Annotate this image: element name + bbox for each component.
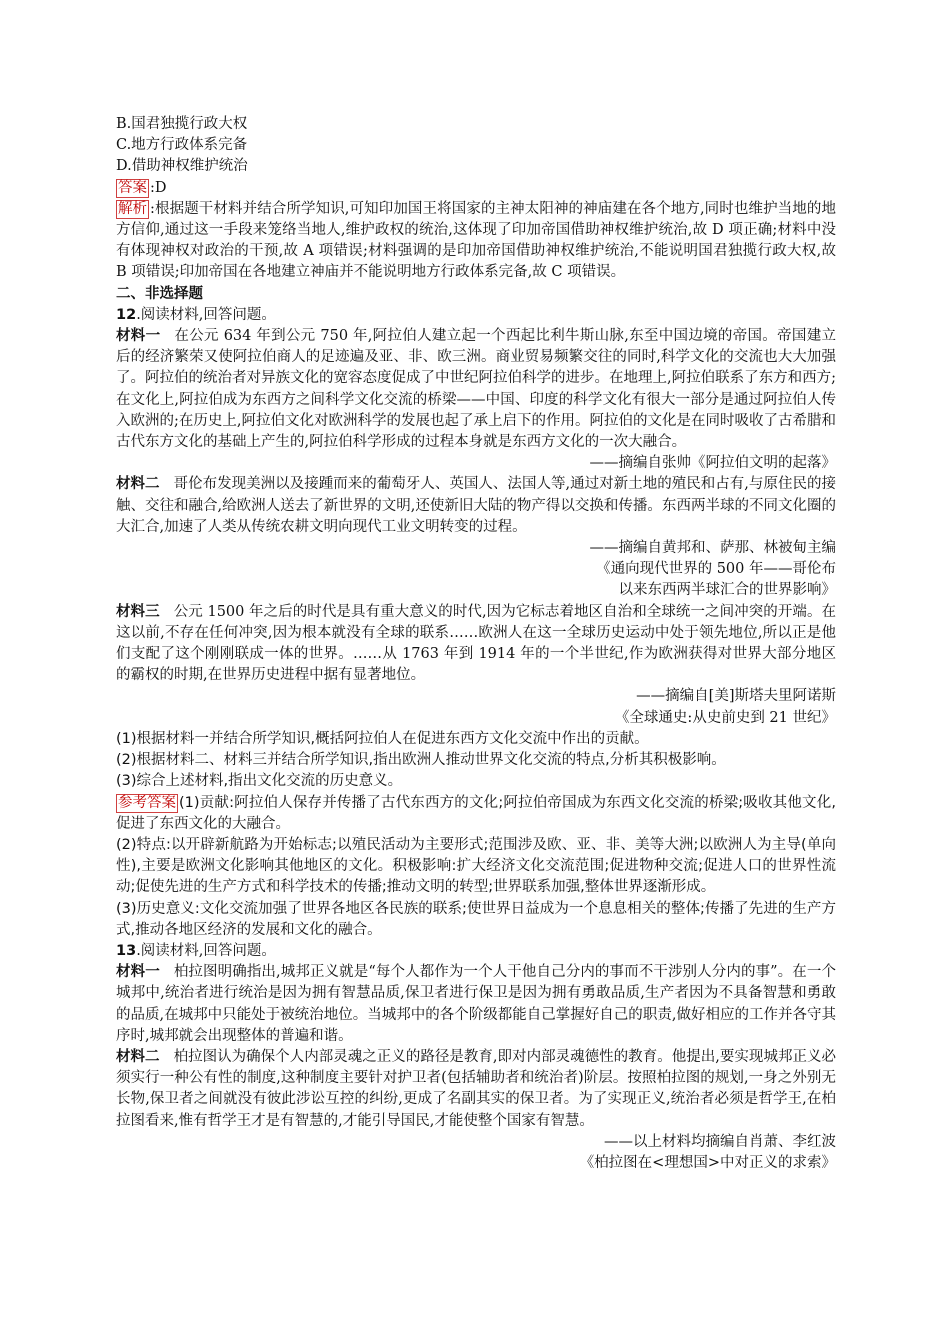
q13-material-1 — [116, 962, 836, 1047]
q12-sub-question-3: (3)综合上述材料,指出文化交流的历史意义。 — [116, 773, 403, 790]
q13-material-2 — [116, 1047, 836, 1132]
q13-m1-label: 材料一 — [116, 964, 160, 981]
q12-material-2 — [116, 474, 836, 538]
q13-stem-text: .阅读材料,回答问题。 — [136, 942, 276, 959]
option-d: D.借助神权维护统治 — [116, 158, 248, 175]
q13-source-2: 《柏拉图在<理想国>中对正义的求索》 — [579, 1154, 836, 1171]
option-b: B.国君独揽行政大权 — [116, 116, 248, 132]
q12-m3-label: 材料三 — [116, 603, 160, 620]
section-title: 二、非选择题 — [116, 285, 203, 302]
q13-m1-text: 柏拉图明确指出,城邦正义就是“每个人都作为一个人干他自己分内的事而不干涉别人分内的事”。在一个城邦中,统治者进行统治是因为拥有智慧品质,保卫者进行保卫是因为拥有勇敢品质,生产者因为不具备智慧和勇敢的品质,在城邦中只能处于被统治地位。当城邦中的各个阶级都能自己掌握好自己的职责,做好相应的工作并各守其序时,城邦就会出现整体的普遍和谐。 — [116, 964, 836, 1044]
q12-stem-text: .阅读材料,回答问题。 — [136, 306, 276, 323]
q12-m1-label: 材料一 — [116, 328, 161, 345]
answer-value: :D — [150, 179, 167, 196]
q12-m2-label: 材料二 — [116, 476, 160, 493]
q12-m1-source: ——摘编自张帅《阿拉伯文明的起落》 — [589, 455, 836, 472]
q12-answer-2: (2)特点:以开辟新航路为开始标志;以殖民活动为主要形式;范围涉及欧、亚、非、美等大洲;以欧洲人为主导(单向性),主要是欧洲文化影响其他地区的文化。积极影响:扩大经济文化交流范围;促进物种交流;促进人口的世界性流动;促使先进的生产方式和科学技术的传播;推动文明的转型;世界联系加强,整体世界逐渐形成。 — [116, 836, 836, 896]
q12-material-1 — [116, 326, 836, 453]
q13-stem — [116, 941, 836, 962]
q12-m3-source-2: 《全球通史:从史前史到 21 世纪》 — [614, 709, 836, 726]
analysis-tag: 解析 — [118, 200, 147, 217]
q12-m1-text: 在公元 634 年到公元 750 年,阿拉伯人建立起一个西起比利牛斯山脉,东至中国边境的帝国。帝国建立后的经济繁荣又使阿拉伯商人的足迹遍及亚、非、欧三洲。商业贸易频繁交往的同时,科学文化的交流也大大加强了。阿拉伯的统治者对异族文化的宽容态度促成了中世纪阿拉伯科学的进步。在地理上,阿拉伯联系了东方和西方;在文化上,阿拉伯成为东西方之间科学文化交流的桥梁——中国、印度的科学文化有很大一部分是通过阿拉伯人传入欧洲的;在历史上,阿拉伯文化对欧洲科学的发展也起了承上启下的作用。阿拉伯的文化是在同时吸收了古希腊和古代东方文化的基础上产生的,阿拉伯科学形成的过程本身就是东西方文化的一次大融合。 — [116, 328, 837, 451]
q13-m2-label: 材料二 — [116, 1048, 160, 1065]
q12-m2-source-2: 《通向现代世界的 500 年——哥伦布 — [596, 561, 836, 578]
q12-m3-text: 公元 1500 年之后的时代是具有重大意义的时代,因为它标志着地区自治和全球统一之间冲突的开端。在这以前,不存在任何冲突,因为根本就没有全球的联系……欧洲人在这一全球历史运动中处于领先地位,所以正是他们支配了这个刚刚联成一体的世界。……从 1763 年到 1914 年的一个半世纪,作为欧洲获得对世界大部分地区的霸权的时期,在世界历史进程中据有显著地位。 — [116, 603, 837, 684]
q12-m2-source-1: ——摘编自黄邦和、萨那、林被甸主编 — [589, 540, 836, 557]
q12-stem — [116, 305, 836, 326]
q12-material-3 — [116, 602, 836, 687]
option-c: C.地方行政体系完备 — [116, 137, 248, 154]
q12-sub-question-2: (2)根据材料二、材料三并结合所学知识,指出欧洲人推动世界文化交流的特点,分析其积极影响。 — [116, 752, 726, 769]
document-page — [116, 114, 836, 1174]
q12-m3-source-1: ——摘编自[美]斯塔夫里阿诺斯 — [636, 688, 836, 705]
analysis-text: :根据题干材料并结合所学知识,可知印加国王将国家的主神太阳神的神庙建在各个地方,同时也维护当地的地方信仰,通过这一手段来笼络当地人,维护政权的统治,这体现了印加帝国借助神权维护统治,故 D 项正确;材料中没有体现神权对政治的干预,故 A 项错误;材料强调的是印加帝国借助神权维护统治,不能说明国君独揽行政大权,故 B 项错误;印加帝国在各地建立神庙并不能说明地方行政体系完备,故 C 项错误。 — [116, 200, 836, 281]
q12-answer-1 — [116, 793, 836, 835]
q12-number: 12 — [116, 306, 137, 323]
answer-line — [116, 178, 836, 199]
q13-number: 13 — [116, 942, 137, 959]
answer-tag: 答案 — [118, 179, 147, 196]
q12-answer-3: (3)历史意义:文化交流加强了世界各地区各民族的联系;使世界日益成为一个息息相关的整体;传播了先进的生产方式,推动各地区经济的发展和文化的融合。 — [116, 900, 836, 938]
q12-m2-text: 哥伦布发现美洲以及接踵而来的葡萄牙人、英国人、法国人等,通过对新土地的殖民和占有,与原住民的接触、交往和融合,给欧洲人送去了新世界的文明,还使新旧大陆的物产得以交换和传播。东西两半球的不同文化圈的大汇合,加速了人类从传统农耕文明向现代工业文明转变的过程。 — [116, 476, 837, 535]
q12-sub-question-1: (1)根据材料一并结合所学知识,概括阿拉伯人在促进东西方文化交流中作出的贡献。 — [116, 730, 649, 747]
analysis-paragraph — [116, 199, 836, 284]
q13-m2-text: 柏拉图认为确保个人内部灵魂之正义的路径是教育,即对内部灵魂德性的教育。他提出,要实现城邦正义必须实行一种公有性的制度,这种制度主要针对护卫者(包括辅助者和统治者)阶层。按照柏拉图的规划,一身之外别无长物,保卫者之间就没有彼此涉讼互控的纠纷,更成了名副其实的保卫者。为了实现正义,统治者必须是哲学王,在柏拉图看来,惟有哲学王才是有智慧的,才能引导国民,才能使整个国家有智慧。 — [116, 1048, 837, 1129]
q13-source-1: ——以上材料均摘编自肖萧、李红波 — [604, 1133, 836, 1150]
q12-m2-source-3: 以来东西两半球汇合的世界影响》 — [618, 582, 836, 599]
reference-answer-tag: 参考答案 — [118, 794, 176, 811]
q12-answer-1-text: (1)贡献:阿拉伯人保存并传播了古代东西方的文化;阿拉伯帝国成为东西文化交流的桥梁;吸收其他文化,促进了东西文化的大融合。 — [116, 794, 836, 832]
